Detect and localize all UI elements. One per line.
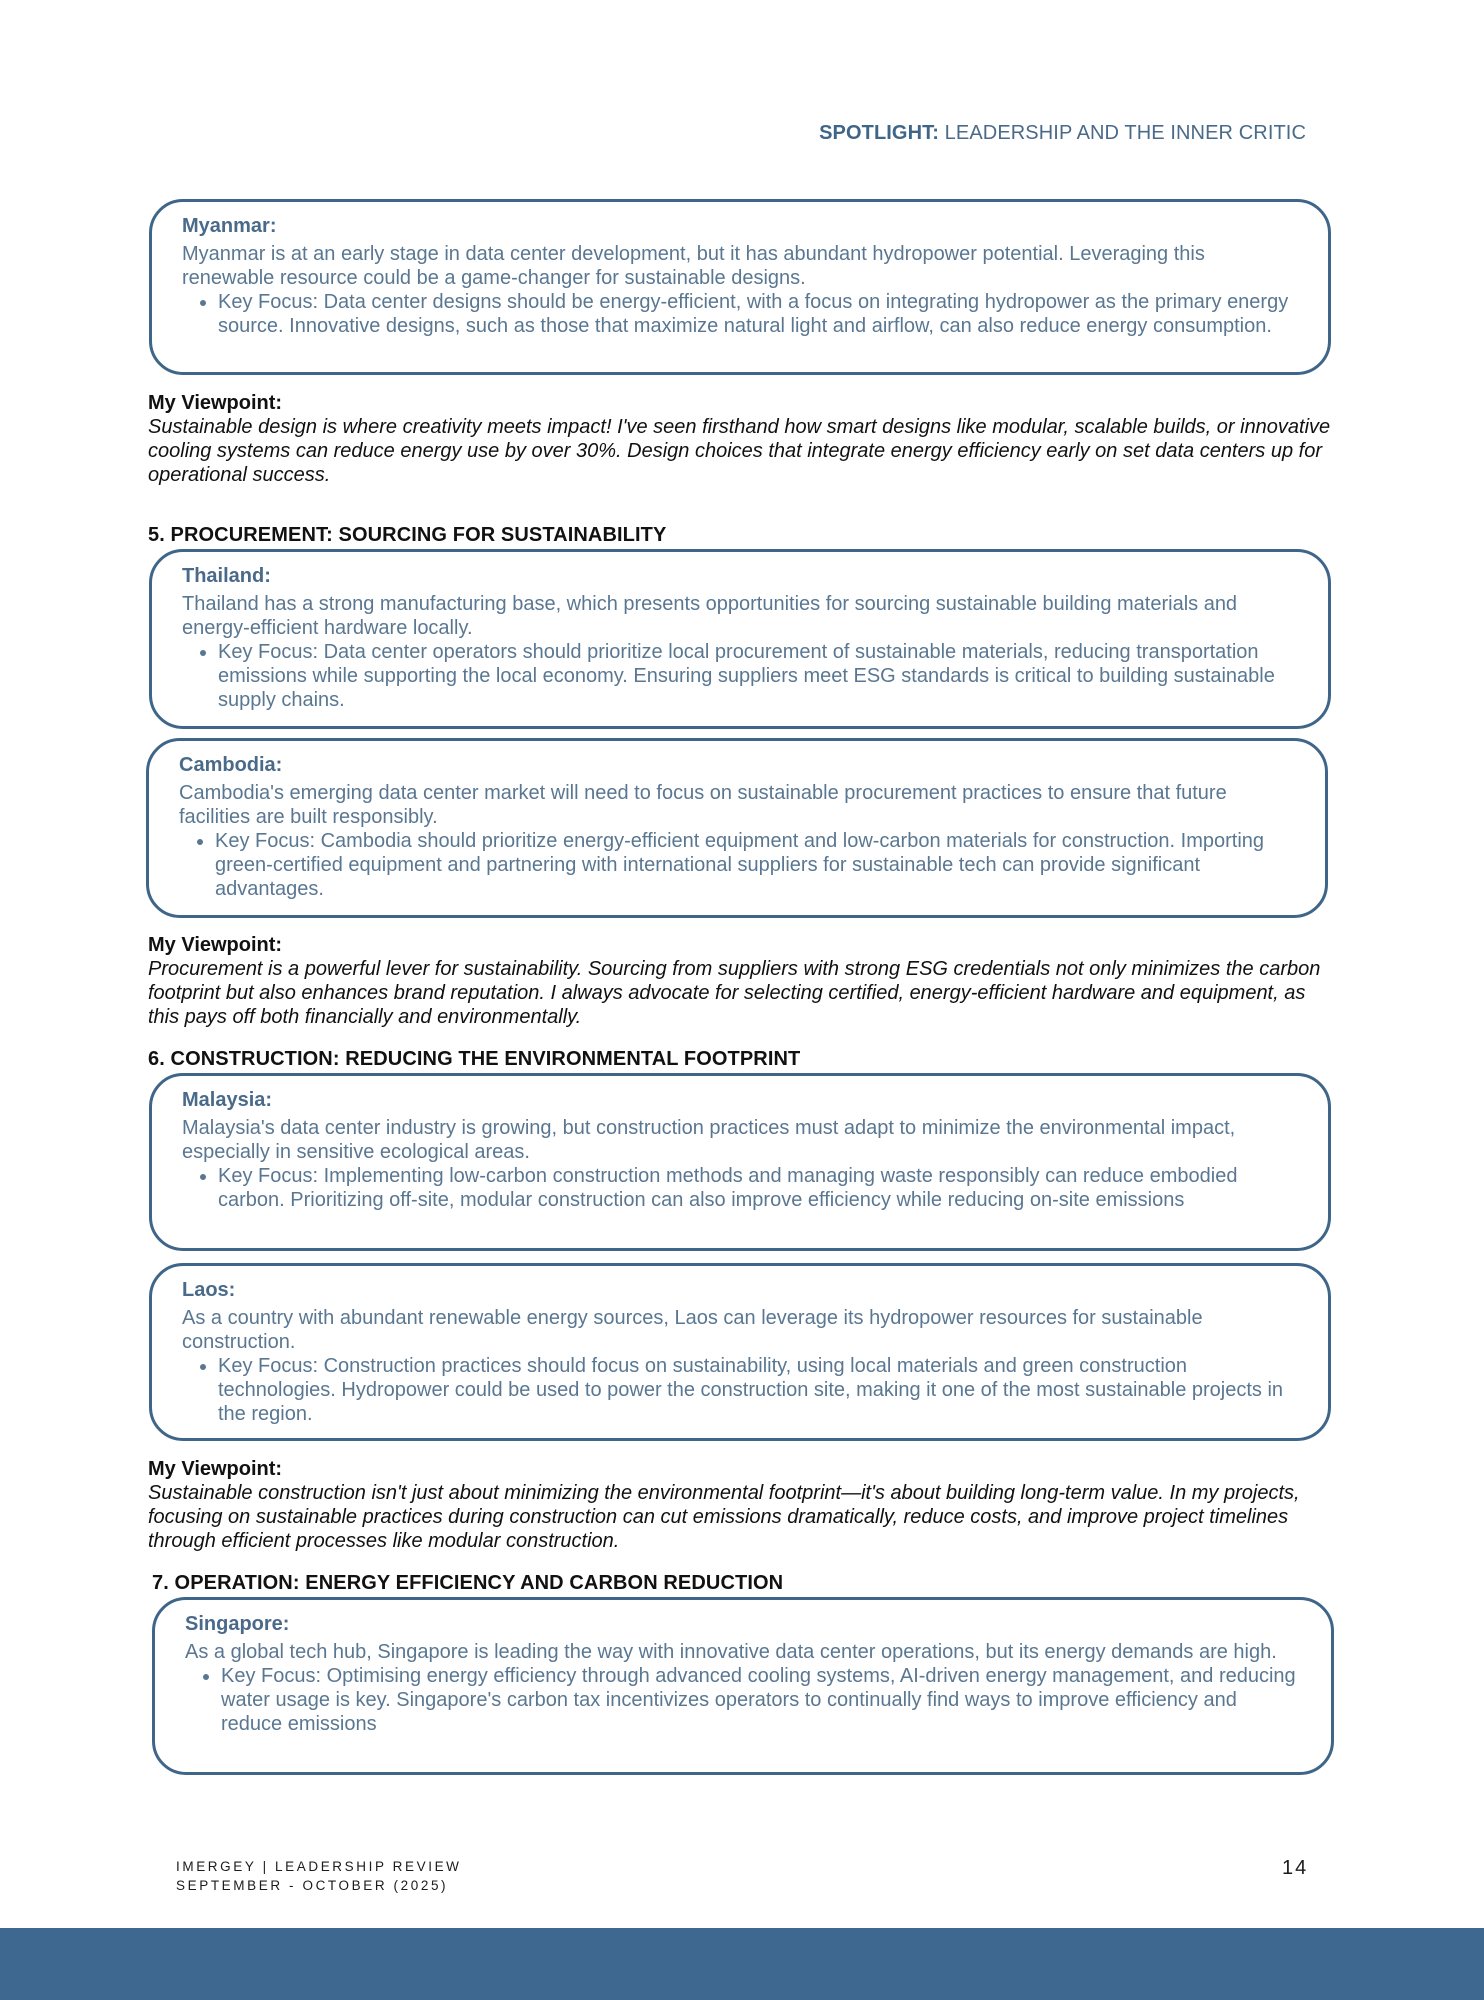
key-focus-list: [185, 1664, 1303, 1736]
country-text: Myanmar is at an early stage in data center development, but it has abundant hydropower potential. Leveraging this renewable resource could be a game-changer for sustainable designs.: [182, 243, 1205, 289]
section-heading-procurement: 5. PROCUREMENT: SOURCING FOR SUSTAINABILITY: [148, 524, 667, 546]
country-text: Thailand has a strong manufacturing base, which presents opportunities for sourcing sustainable building materials and energy-efficient hardware locally.: [182, 593, 1238, 639]
publication-name: IMERGEY | LEADERSHIP REVIEW: [176, 1859, 462, 1874]
section-heading-operation: 7. OPERATION: ENERGY EFFICIENCY AND CARBON REDUCTION: [152, 1572, 784, 1594]
viewpoint-title: My Viewpoint:: [148, 1458, 283, 1480]
key-focus-list: [179, 829, 1297, 901]
country-text: Malaysia's data center industry is growing, but construction practices must adapt to minimize the environmental impact, especially in sensitive ecological areas.: [182, 1117, 1236, 1163]
country-box-thailand: [149, 549, 1331, 729]
publication-issue: SEPTEMBER - OCTOBER (2025): [176, 1878, 449, 1893]
viewpoint-body: Sustainable design is where creativity meets impact! I've seen firsthand how smart designs like modular, scalable builds, or innovative cooling systems can reduce energy use by over 30%. Design choices that integrate energy efficiency early on set data centers up for operational success.: [148, 416, 1331, 486]
key-focus-item: • Key Focus: Implementing low-carbon construction methods and managing waste responsibly can reduce embodied carbon. Prioritizing off-site, modular construction can also improve efficiency while reducing on-site emissions: [218, 1164, 1300, 1212]
key-focus-list: [182, 1164, 1300, 1212]
viewpoint-body: Procurement is a powerful lever for sustainability. Sourcing from suppliers with strong ESG credentials not only minimizes the carbon footprint but also enhances brand reputation. I always advocate for selecting certified, energy-efficient hardware and equipment, as this pays off both financially and environmentally.: [148, 958, 1321, 1028]
country-heading: Singapore:: [185, 1613, 290, 1635]
key-focus-item: • Key Focus: Data center operators should prioritize local procurement of sustainable materials, reducing transportation emissions while supporting the local economy. Ensuring suppliers meet ESG standards is critical to building sustainable supply chains.: [218, 640, 1300, 712]
key-focus-item: • Key Focus: Data center designs should be energy-efficient, with a focus on integrating hydropower as the primary energy source. Innovative designs, such as those that maximize natural light and airflow, can also reduce energy consumption.: [218, 290, 1300, 338]
country-heading: Malaysia:: [182, 1089, 273, 1111]
key-focus-list: [182, 640, 1300, 712]
viewpoint-construction: [148, 1457, 1338, 1553]
country-box-malaysia: [149, 1073, 1331, 1251]
publication-footer: [176, 1857, 462, 1895]
running-header: [819, 122, 1306, 145]
viewpoint-title: My Viewpoint:: [148, 392, 283, 414]
country-heading: Thailand:: [182, 565, 271, 587]
viewpoint-procurement: [148, 933, 1338, 1029]
key-focus-item: • Key Focus: Cambodia should prioritize energy-efficient equipment and low-carbon materials for construction. Importing green-certified equipment and partnering with international suppliers for sustainable tech can provide significant advantages.: [215, 829, 1297, 901]
header-title: LEADERSHIP AND THE INNER CRITIC: [944, 122, 1306, 144]
country-heading: Myanmar:: [182, 215, 277, 237]
section-heading-construction: 6. CONSTRUCTION: REDUCING THE ENVIRONMENTAL FOOTPRINT: [148, 1048, 801, 1070]
header-label: SPOTLIGHT:: [819, 122, 939, 144]
viewpoint-title: My Viewpoint:: [148, 934, 283, 956]
country-text: Cambodia's emerging data center market will need to focus on sustainable procurement practices to ensure that future facilities are built responsibly.: [179, 782, 1227, 828]
key-focus-list: [182, 1354, 1300, 1426]
footer-band: [0, 1928, 1484, 2000]
key-focus-item: • Key Focus: Optimising energy efficiency through advanced cooling systems, AI-driven energy management, and reducing water usage is key. Singapore's carbon tax incentivizes operators to continually find ways to improve efficiency and reduce emissions: [221, 1664, 1303, 1736]
country-text: As a country with abundant renewable energy sources, Laos can leverage its hydropower resources for sustainable construction.: [182, 1307, 1203, 1353]
country-box-laos: [149, 1263, 1331, 1441]
key-focus-list: [182, 290, 1300, 338]
country-box-singapore: [152, 1597, 1334, 1775]
viewpoint-body: Sustainable construction isn't just about minimizing the environmental footprint—it's about building long-term value. In my projects, focusing on sustainable practices during construction can cut emissions dramatically, reduce costs, and improve project timelines through efficient processes like modular construction.: [148, 1482, 1300, 1552]
page-number: 14: [1282, 1857, 1309, 1879]
viewpoint-design: [148, 391, 1338, 487]
country-box-myanmar: [149, 199, 1331, 375]
country-heading: Laos:: [182, 1279, 236, 1301]
country-box-cambodia: [146, 738, 1328, 918]
key-focus-item: • Key Focus: Construction practices should focus on sustainability, using local materials and green construction technologies. Hydropower could be used to power the construction site, making it one of the most sustainable projects in the region.: [218, 1354, 1300, 1426]
country-text: As a global tech hub, Singapore is leading the way with innovative data center operations, but its energy demands are high.: [185, 1641, 1277, 1663]
country-heading: Cambodia:: [179, 754, 283, 776]
